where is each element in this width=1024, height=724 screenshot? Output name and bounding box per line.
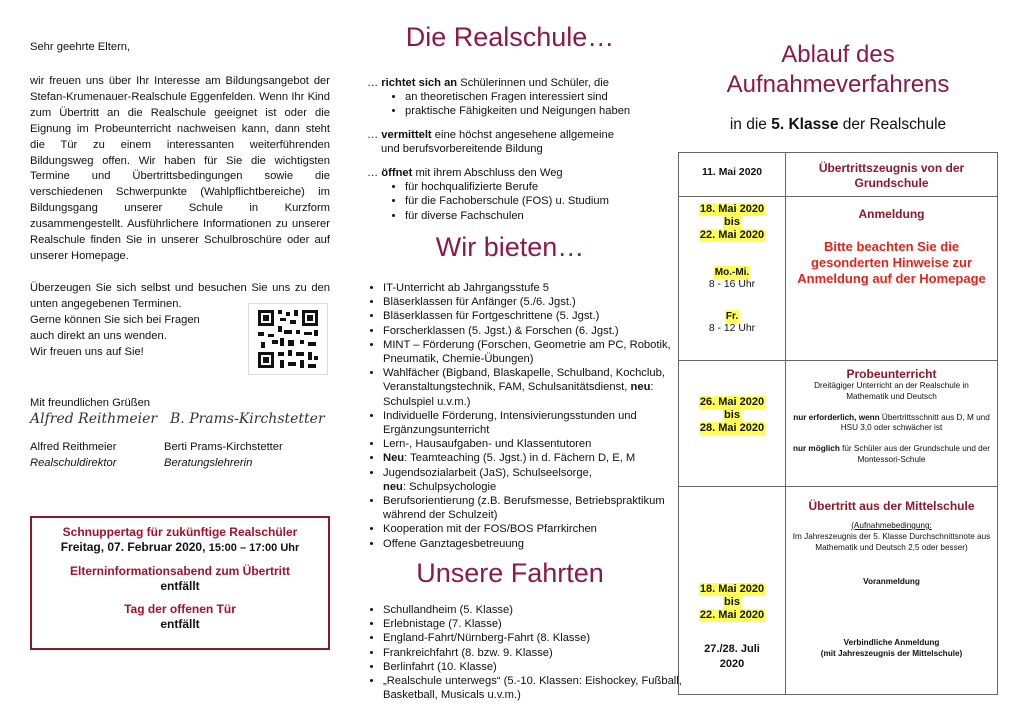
fahrten-heading: Unsere Fahrten xyxy=(416,558,604,588)
closing: Mit freundlichen Grüßen xyxy=(30,397,151,409)
list-item-text: Teamteaching (5. Jgst.) in d. Fächern D, E, M xyxy=(410,452,636,465)
list-item-text: Wahlfächer (Bigband, Blaskapelle, Schulband, Kochclub, Veranstaltungstechnik, FAM, Schulsanitätsdienst, xyxy=(383,367,665,394)
list-item: • Individuelle Förderung, Intensivierungsstunden und Ergänzungsunterricht xyxy=(383,409,683,437)
row2-title: Anmeldung xyxy=(858,207,925,221)
date-cell xyxy=(679,197,786,361)
signatures xyxy=(30,412,330,438)
row4-final-note: (mit Jahreszeugnis der Mittelschule) xyxy=(820,648,963,658)
name-counselor: Berti Prams-Kirchstetter xyxy=(164,441,283,453)
name-director: Alfred Reithmeier xyxy=(30,441,117,453)
open-day-title: Tag der offenen Tür xyxy=(124,602,236,616)
row3-to-wrap xyxy=(679,422,785,435)
row3-requirement xyxy=(786,413,997,435)
qr-code[interactable] xyxy=(248,303,328,375)
admission-subtitle xyxy=(678,116,998,134)
row3-dates xyxy=(679,396,785,435)
list-item: • MINT – Förderung (Forschen, Geometrie am PC, Robotik, Pneumatik, Chemie-Übungen) xyxy=(383,338,683,366)
list-item: • Offene Ganztagesbetreuung xyxy=(383,537,683,551)
subtitle-post: der Realschule xyxy=(838,116,947,133)
list-item: • Erlebnistage (7. Klasse) xyxy=(383,617,683,631)
list-item: • Kooperation mit der FOS/BOS Pfarrkirchen xyxy=(383,522,683,536)
table-row xyxy=(679,361,998,487)
letter-questions: Gerne können Sie sich bei Fragen xyxy=(30,313,200,326)
letter-paragraph: wir freuen uns über Ihr Interesse am Bildungsangebot der Stefan-Krumenauer-Realschule Eggenfelden. Wenn Ihr Kind zum Übertritt an die Realschule geeignet ist oder die Eignung im Probeunterricht nachweisen kann, dann steht die Tür zu einem interessanten weiterführenden Bildungsweg offen. Wir haben für Sie die wichtigsten Termine und Übertrittsbedingungen sowie die verschiedenen Schwerpunkte (Wahlpflichtbereiche) im Bildungsgang unserer Schule in Kurzform zusammengestellt. Ausführlichere Informationen zu unserer Realschule finden Sie in unserer Schulbroschüre oder auf unserer Homepage. xyxy=(30,75,330,262)
opens-prefix: … xyxy=(367,167,382,179)
events-box xyxy=(30,516,330,650)
row4-bis: bis xyxy=(724,596,740,608)
mediates-lead xyxy=(367,128,657,142)
fahrten-list xyxy=(367,603,683,702)
subtitle-pre: in die xyxy=(729,116,772,133)
list-item: • Neu: Teamteaching (5. Jgst.) in d. Fächern D, E, M xyxy=(383,451,683,465)
realschule-targets xyxy=(367,76,657,119)
list-item: • an theoretischen Fragen interessiert sind xyxy=(405,90,657,104)
row2-dates xyxy=(679,203,785,242)
letter-visit-text: Überzeugen Sie sich selbst und besuchen Sie uns zu den unten angegebenen Terminen. xyxy=(30,282,330,310)
realschule-heading: Die Realschule… xyxy=(405,22,615,52)
mediates-bold: vermittelt xyxy=(381,129,432,141)
list-item: • Frankreichfahrt (8. bzw. 9. Klasse) xyxy=(383,646,683,660)
row2-bis: bis xyxy=(724,216,740,228)
table-row xyxy=(679,153,998,197)
trial-day-date xyxy=(32,540,328,556)
list-item: • für diverse Fachschulen xyxy=(405,209,657,223)
info-evening-title: Elterninformationsabend zum Übertritt xyxy=(69,564,290,578)
open-day-status: entfällt xyxy=(160,617,200,631)
row3-date-from: 26. Mai 2020 xyxy=(699,396,765,408)
list-item: • IT-Unterricht ab Jahrgangsstufe 5 xyxy=(383,281,683,295)
info-cell xyxy=(786,197,998,361)
row4-date2: 27./28. Juli 2020 xyxy=(704,643,760,670)
qr-code-icon xyxy=(249,304,327,374)
row2-days2: Fr. xyxy=(725,311,739,322)
row3-req-bold: nur erforderlich, wenn xyxy=(793,412,880,422)
info-cell xyxy=(786,361,998,487)
mediates-prefix: … xyxy=(367,129,382,141)
list-item: • Bläserklassen für Anfänger (5./6. Jgst.) xyxy=(383,295,683,309)
row2-date-to: 22. Mai 2020 xyxy=(699,229,765,241)
list-item xyxy=(383,366,683,409)
row4-pre: Voranmeldung xyxy=(863,577,920,587)
row2-time1: 8 - 16 Uhr xyxy=(708,279,756,290)
row3-from-wrap xyxy=(679,396,785,409)
table-row xyxy=(679,487,998,695)
row4-bis-wrap xyxy=(679,596,785,609)
row2-notice: Bitte beachten Sie die gesonderten Hinweise zur Anmeldung auf der Homepage xyxy=(797,239,986,286)
list-item: • für hochqualifizierte Berufe xyxy=(405,180,657,194)
list-item: • England-Fahrt/Nürnberg-Fahrt (8. Klasse) xyxy=(383,631,683,645)
admission-title-line2: Aufnahmeverfahrens xyxy=(726,71,950,98)
list-item xyxy=(383,466,683,494)
realschule-opens xyxy=(367,166,657,223)
row3-eligibility xyxy=(786,444,997,466)
row4-title: Übertritt aus der Mittelschule xyxy=(808,499,975,513)
admission-title-line1: Ablauf des xyxy=(781,41,895,68)
opens-lead xyxy=(367,166,657,180)
list-item: • für die Fachoberschule (FOS) u. Studium xyxy=(405,194,657,208)
row2-days1-wrap xyxy=(679,266,785,279)
trial-day-time: 15:00 – 17:00 Uhr xyxy=(208,542,300,554)
row2-days1: Mo.-Mi. xyxy=(714,267,750,278)
row2-from-wrap xyxy=(679,203,785,216)
targets-lead xyxy=(367,76,657,90)
targets-prefix: … xyxy=(367,77,382,89)
row2-date-from: 18. Mai 2020 xyxy=(699,203,765,215)
list-item: • „Realschule unterwegs“ (5.-10. Klassen: Eishockey, Fußball, Basketball, Musicals u.v.m.) xyxy=(383,674,683,702)
date-cell xyxy=(679,487,786,695)
opens-text: mit ihrem Abschluss den Weg xyxy=(412,167,563,179)
realschule-mediates xyxy=(367,128,657,156)
opens-list xyxy=(367,180,657,223)
info-cell xyxy=(786,153,998,197)
list-item-text: Jugendsozialarbeit (JaS), Schulseelsorge, xyxy=(383,466,592,479)
list-item: • praktische Fähigkeiten und Neigungen haben xyxy=(405,104,657,118)
row3-title: Probeunterricht xyxy=(846,367,937,381)
subtitle-bold: 5. Klasse xyxy=(771,116,839,133)
trial-day-date-text: Freitag, 07. Februar 2020, xyxy=(60,540,206,554)
date-cell xyxy=(679,361,786,487)
list-item: • Schullandheim (5. Klasse) xyxy=(383,603,683,617)
row4-final: Verbindliche Anmeldung xyxy=(843,638,940,648)
role-counselor: Beratungslehrerin xyxy=(164,457,253,469)
mediates-text: eine höchst angesehene allgemeine xyxy=(431,129,614,141)
list-item: • Berufsorientierung (z.B. Berufsmesse, Betriebspraktikum während der Schulzeit) xyxy=(383,494,683,522)
row4-date-from: 18. Mai 2020 xyxy=(699,583,765,595)
row3-date-to: 28. Mai 2020 xyxy=(699,422,765,434)
opens-bold: öffnet xyxy=(381,167,413,179)
info-evening-status: entfällt xyxy=(160,579,200,593)
targets-bold: richtet sich an xyxy=(381,77,458,89)
table-row xyxy=(679,197,998,361)
row4-date-to: 22. Mai 2020 xyxy=(699,609,765,621)
row3-desc: Dreitägiger Unterricht an der Realschule in Mathematik und Deutsch xyxy=(814,381,969,401)
row4-cond-text: Im Jahreszeugnis der 5. Klasse Durchschnittsnote aus Mathematik und Deutsch 2,5 oder besser) xyxy=(792,531,991,552)
salutation: Sehr geehrte Eltern, xyxy=(30,41,131,53)
row2-days2-wrap xyxy=(679,310,785,323)
admission-title xyxy=(678,40,998,100)
targets-text: Schülerinnen und Schüler, die xyxy=(457,77,609,89)
list-item-bold: neu xyxy=(383,480,403,493)
list-item-bold: Neu xyxy=(383,452,405,465)
signature-prams-kirchstetter: B. Prams-Kirchstetter xyxy=(170,411,325,427)
letter-welcome: Wir freuen uns auf Sie! xyxy=(30,345,144,358)
row1-info: Übertrittszeugnis von der Grundschule xyxy=(818,161,965,190)
admission-schedule-table xyxy=(678,152,998,695)
letter-contact: auch direkt an uns wenden. xyxy=(30,329,167,342)
bieten-heading: Wir bieten… xyxy=(435,232,585,262)
list-item-tail: : Schulspiel u.v.m.) xyxy=(383,381,654,408)
date-cell xyxy=(679,153,786,197)
trial-day-title: Schnuppertag für zukünftige Realschüler xyxy=(62,525,298,539)
row2-to-wrap xyxy=(679,229,785,242)
list-item-tail: : Schulpsychologie xyxy=(402,480,497,493)
list-item-bold: neu xyxy=(630,381,651,394)
row4-dates xyxy=(679,583,785,622)
targets-list xyxy=(367,90,657,118)
row3-bis-wrap xyxy=(679,409,785,422)
role-director: Realschuldirektor xyxy=(30,457,117,469)
row4-cond-label: (Aufnahmebedingung: xyxy=(851,521,932,530)
list-item: • Forscherklassen (5. Jgst.) & Forschen (6. Jgst.) xyxy=(383,324,683,338)
row3-req-text: Übertrittsschnitt aus D, M und HSU 3,0 oder schwächer ist xyxy=(840,412,990,433)
list-item: • Lern-, Hausaufgaben- und Klassentutoren xyxy=(383,437,683,451)
row2-time2: 8 - 12 Uhr xyxy=(708,323,756,334)
row3-bis: bis xyxy=(724,409,740,421)
row3-only-bold: nur möglich xyxy=(792,444,840,454)
mediates-cont: und berufsvorbereitende Bildung xyxy=(381,143,543,156)
row4-from-wrap xyxy=(679,583,785,596)
info-cell xyxy=(786,487,998,695)
signature-reithmeier: Alfred Reithmeier xyxy=(30,411,158,427)
row4-to-wrap xyxy=(679,609,785,622)
list-item: • Bläserklassen für Fortgeschrittene (5. Jgst.) xyxy=(383,309,683,323)
row1-date: 11. Mai 2020 xyxy=(701,167,763,178)
row3-only-text: für Schüler aus der Grundschule und der Montessori-Schule xyxy=(839,444,991,464)
list-item: • Berlinfahrt (10. Klasse) xyxy=(383,660,683,674)
bieten-list xyxy=(367,281,683,551)
row2-bis-wrap xyxy=(679,216,785,229)
row2-time-block-1 xyxy=(679,266,785,290)
row2-time-block-2 xyxy=(679,310,785,334)
